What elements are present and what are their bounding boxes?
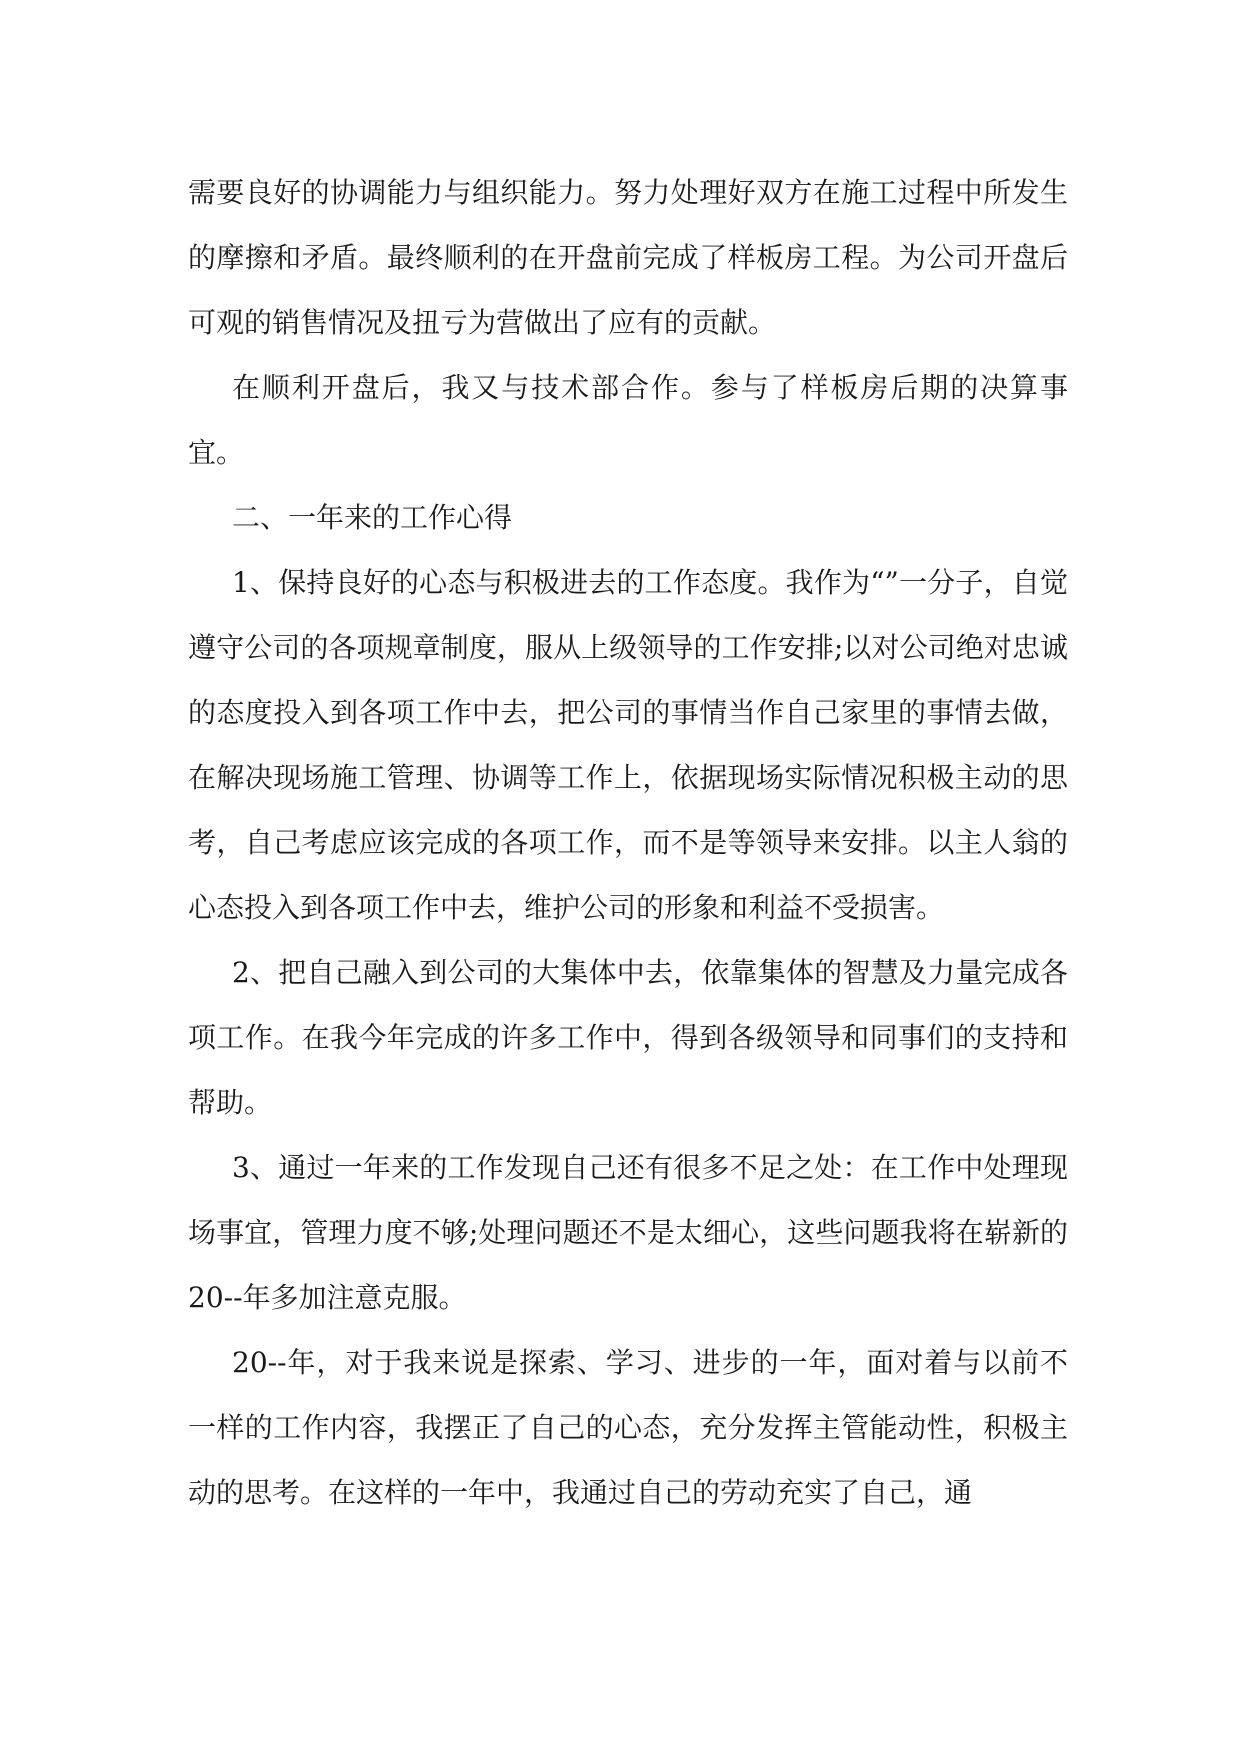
section-heading-work-experience: 二、一年来的工作心得 bbox=[232, 501, 513, 534]
paragraph-post-opening-cooperation: 在顺利开盘后，我又与技术部合作。参与了样板房后期的决算事宜。 bbox=[188, 371, 1068, 469]
paragraph-point-2-teamwork: 2、把自己融入到公司的大集体中去，依靠集体的智慧及力量完成各项工作。在我今年完成的许多工作中，得到各级领导和同事们的支持和帮助。 bbox=[188, 956, 1068, 1119]
paragraph-point-3-shortcomings: 3、通过一年来的工作发现自己还有很多不足之处：在工作中处理现场事宜，管理力度不够;处理问题还不是太细心，这些问题我将在崭新的20--年多加注意克服。 bbox=[188, 1151, 1068, 1314]
document-body bbox=[188, 160, 1068, 1525]
paragraph-coordination-summary: 需要良好的协调能力与组织能力。努力处理好双方在施工过程中所发生的摩擦和矛盾。最终顺利的在开盘前完成了样板房工程。为公司开盘后可观的销售情况及扭亏为营做出了应有的贡献。 bbox=[188, 176, 1068, 339]
paragraph-point-1-attitude: 1、保持良好的心态与积极进去的工作态度。我作为“”一分子，自觉遵守公司的各项规章制度，服从上级领导的工作安排;以对公司绝对忠诚的态度投入到各项工作中去，把公司的事情当作自己家里的事情去做，在解决现场施工管理、协调等工作上，依据现场实际情况积极主动的思考，自己考虑应该完成的各项工作，而不是等领导来安排。以主人翁的心态投入到各项工作中去，维护公司的形象和利益不受损害。 bbox=[188, 566, 1068, 924]
paragraph-year-summary: 20--年，对于我来说是探索、学习、进步的一年，面对着与以前不一样的工作内容，我摆正了自己的心态，充分发挥主管能动性，积极主动的思考。在这样的一年中，我通过自己的劳动充实了自己，通 bbox=[188, 1346, 1068, 1509]
